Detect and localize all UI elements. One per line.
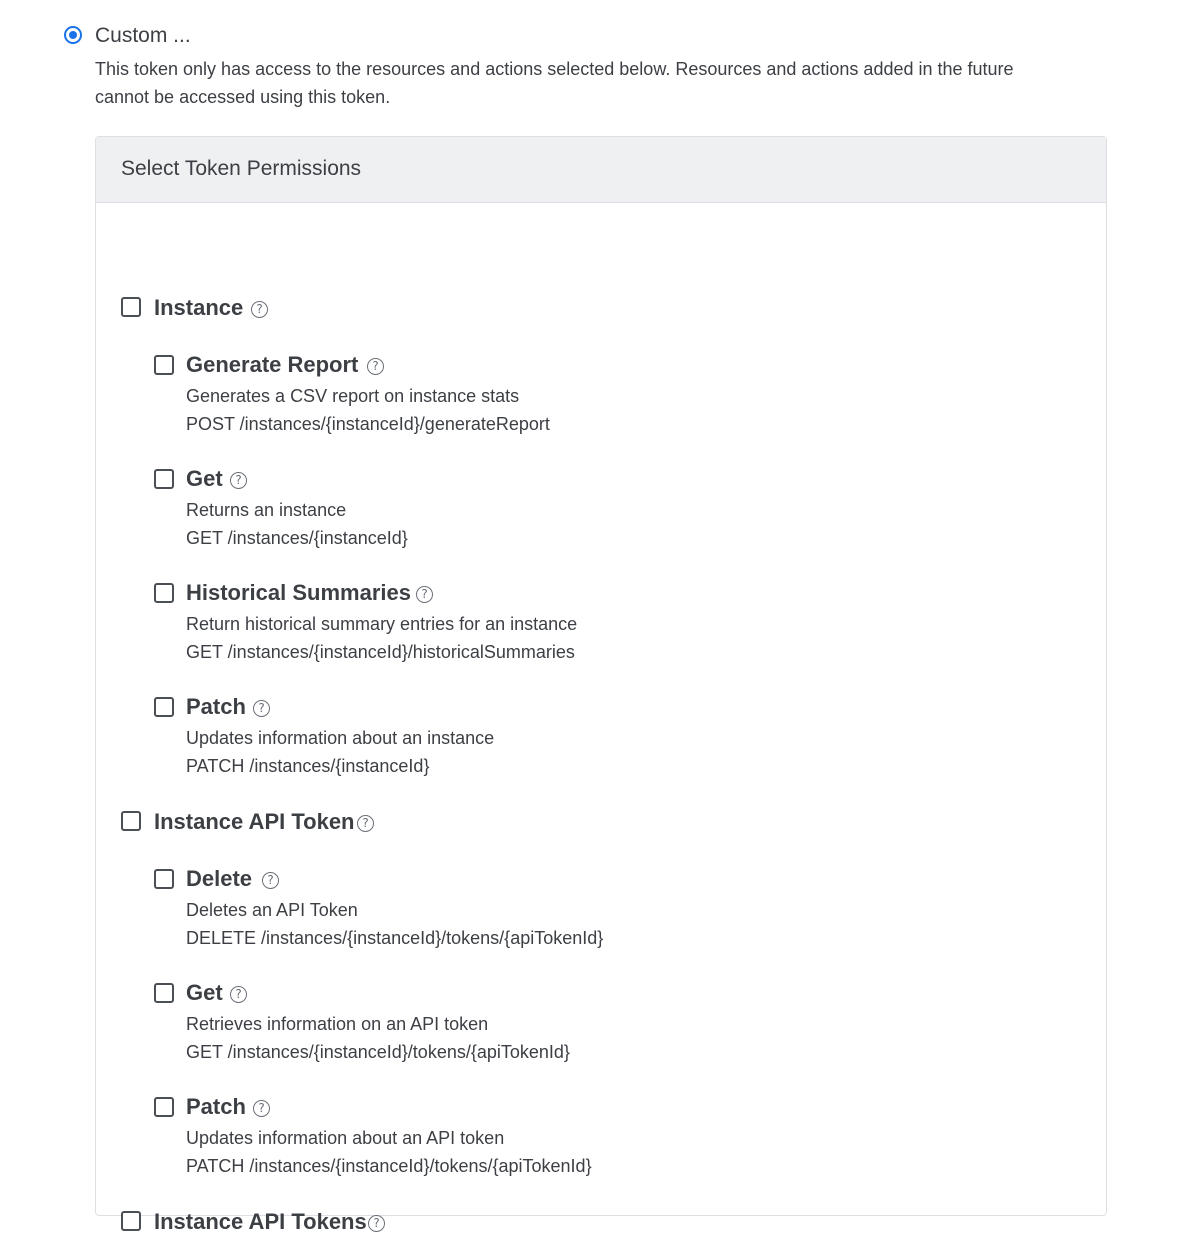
item-checkbox-get-instance[interactable] xyxy=(154,469,174,489)
item-checkbox-generate-report[interactable] xyxy=(154,355,174,375)
help-icon[interactable]: ? xyxy=(253,700,270,717)
item-checkbox-historical-summaries[interactable] xyxy=(154,583,174,603)
group-title[interactable]: Instance API Token xyxy=(154,809,355,834)
help-icon[interactable]: ? xyxy=(368,1215,385,1232)
item-description: Updates information about an instance xyxy=(186,728,495,748)
token-permissions-panel xyxy=(95,136,1107,1234)
item-endpoint: PATCH /instances/{instanceId} xyxy=(186,756,430,776)
item-endpoint: GET /instances/{instanceId}/tokens/{apiTokenId} xyxy=(186,1042,570,1062)
item-description: Generates a CSV report on instance stats xyxy=(186,386,520,406)
radio-selected-dot xyxy=(69,31,77,39)
help-icon[interactable]: ? xyxy=(230,986,247,1003)
item-title[interactable]: Generate Report xyxy=(186,352,359,377)
item-endpoint: PATCH /instances/{instanceId}/tokens/{apiTokenId} xyxy=(186,1156,592,1176)
item-endpoint: GET /instances/{instanceId} xyxy=(186,528,408,548)
help-icon[interactable]: ? xyxy=(367,358,384,375)
item-checkbox-patch-instance[interactable] xyxy=(154,697,174,717)
item-title[interactable]: Get xyxy=(186,466,223,491)
help-icon[interactable]: ? xyxy=(357,815,374,832)
group-title[interactable]: Instance xyxy=(154,295,244,320)
item-title[interactable]: Delete xyxy=(186,866,253,891)
item-title[interactable]: Historical Summaries xyxy=(186,580,411,605)
help-icon[interactable]: ? xyxy=(253,1100,270,1117)
item-description: Updates information about an API token xyxy=(186,1128,505,1148)
item-checkbox-patch-token[interactable] xyxy=(154,1097,174,1117)
item-endpoint: POST /instances/{instanceId}/generateReport xyxy=(186,414,550,434)
item-endpoint: GET /instances/{instanceId}/historicalSummaries xyxy=(186,642,575,662)
item-title[interactable]: Patch xyxy=(186,1094,246,1119)
group-title[interactable]: Instance API Tokens xyxy=(154,1209,367,1234)
group-checkbox-instance[interactable] xyxy=(121,297,141,317)
custom-radio[interactable] xyxy=(64,26,82,44)
item-description: Deletes an API Token xyxy=(186,900,358,920)
group-checkbox-instance-api-tokens[interactable] xyxy=(121,1211,141,1231)
item-description: Retrieves information on an API token xyxy=(186,1014,489,1034)
custom-option-description: This token only has access to the resources and actions selected below. Resources and actions added in the future cannot be accessed using this token. xyxy=(95,59,1014,107)
panel-title: Select Token Permissions xyxy=(96,137,1106,203)
custom-option-label[interactable]: Custom ... xyxy=(95,24,191,47)
item-title[interactable]: Patch xyxy=(186,694,246,719)
item-title[interactable]: Get xyxy=(186,980,223,1005)
help-icon[interactable]: ? xyxy=(230,472,247,489)
item-description: Returns an instance xyxy=(186,500,347,520)
item-description: Return historical summary entries for an instance xyxy=(186,614,578,634)
group-checkbox-instance-api-token[interactable] xyxy=(121,811,141,831)
item-checkbox-delete-token[interactable] xyxy=(154,869,174,889)
item-checkbox-get-token[interactable] xyxy=(154,983,174,1003)
item-endpoint: DELETE /instances/{instanceId}/tokens/{apiTokenId} xyxy=(186,928,604,948)
help-icon[interactable]: ? xyxy=(416,586,433,603)
help-icon[interactable]: ? xyxy=(251,301,268,318)
help-icon[interactable]: ? xyxy=(262,872,279,889)
